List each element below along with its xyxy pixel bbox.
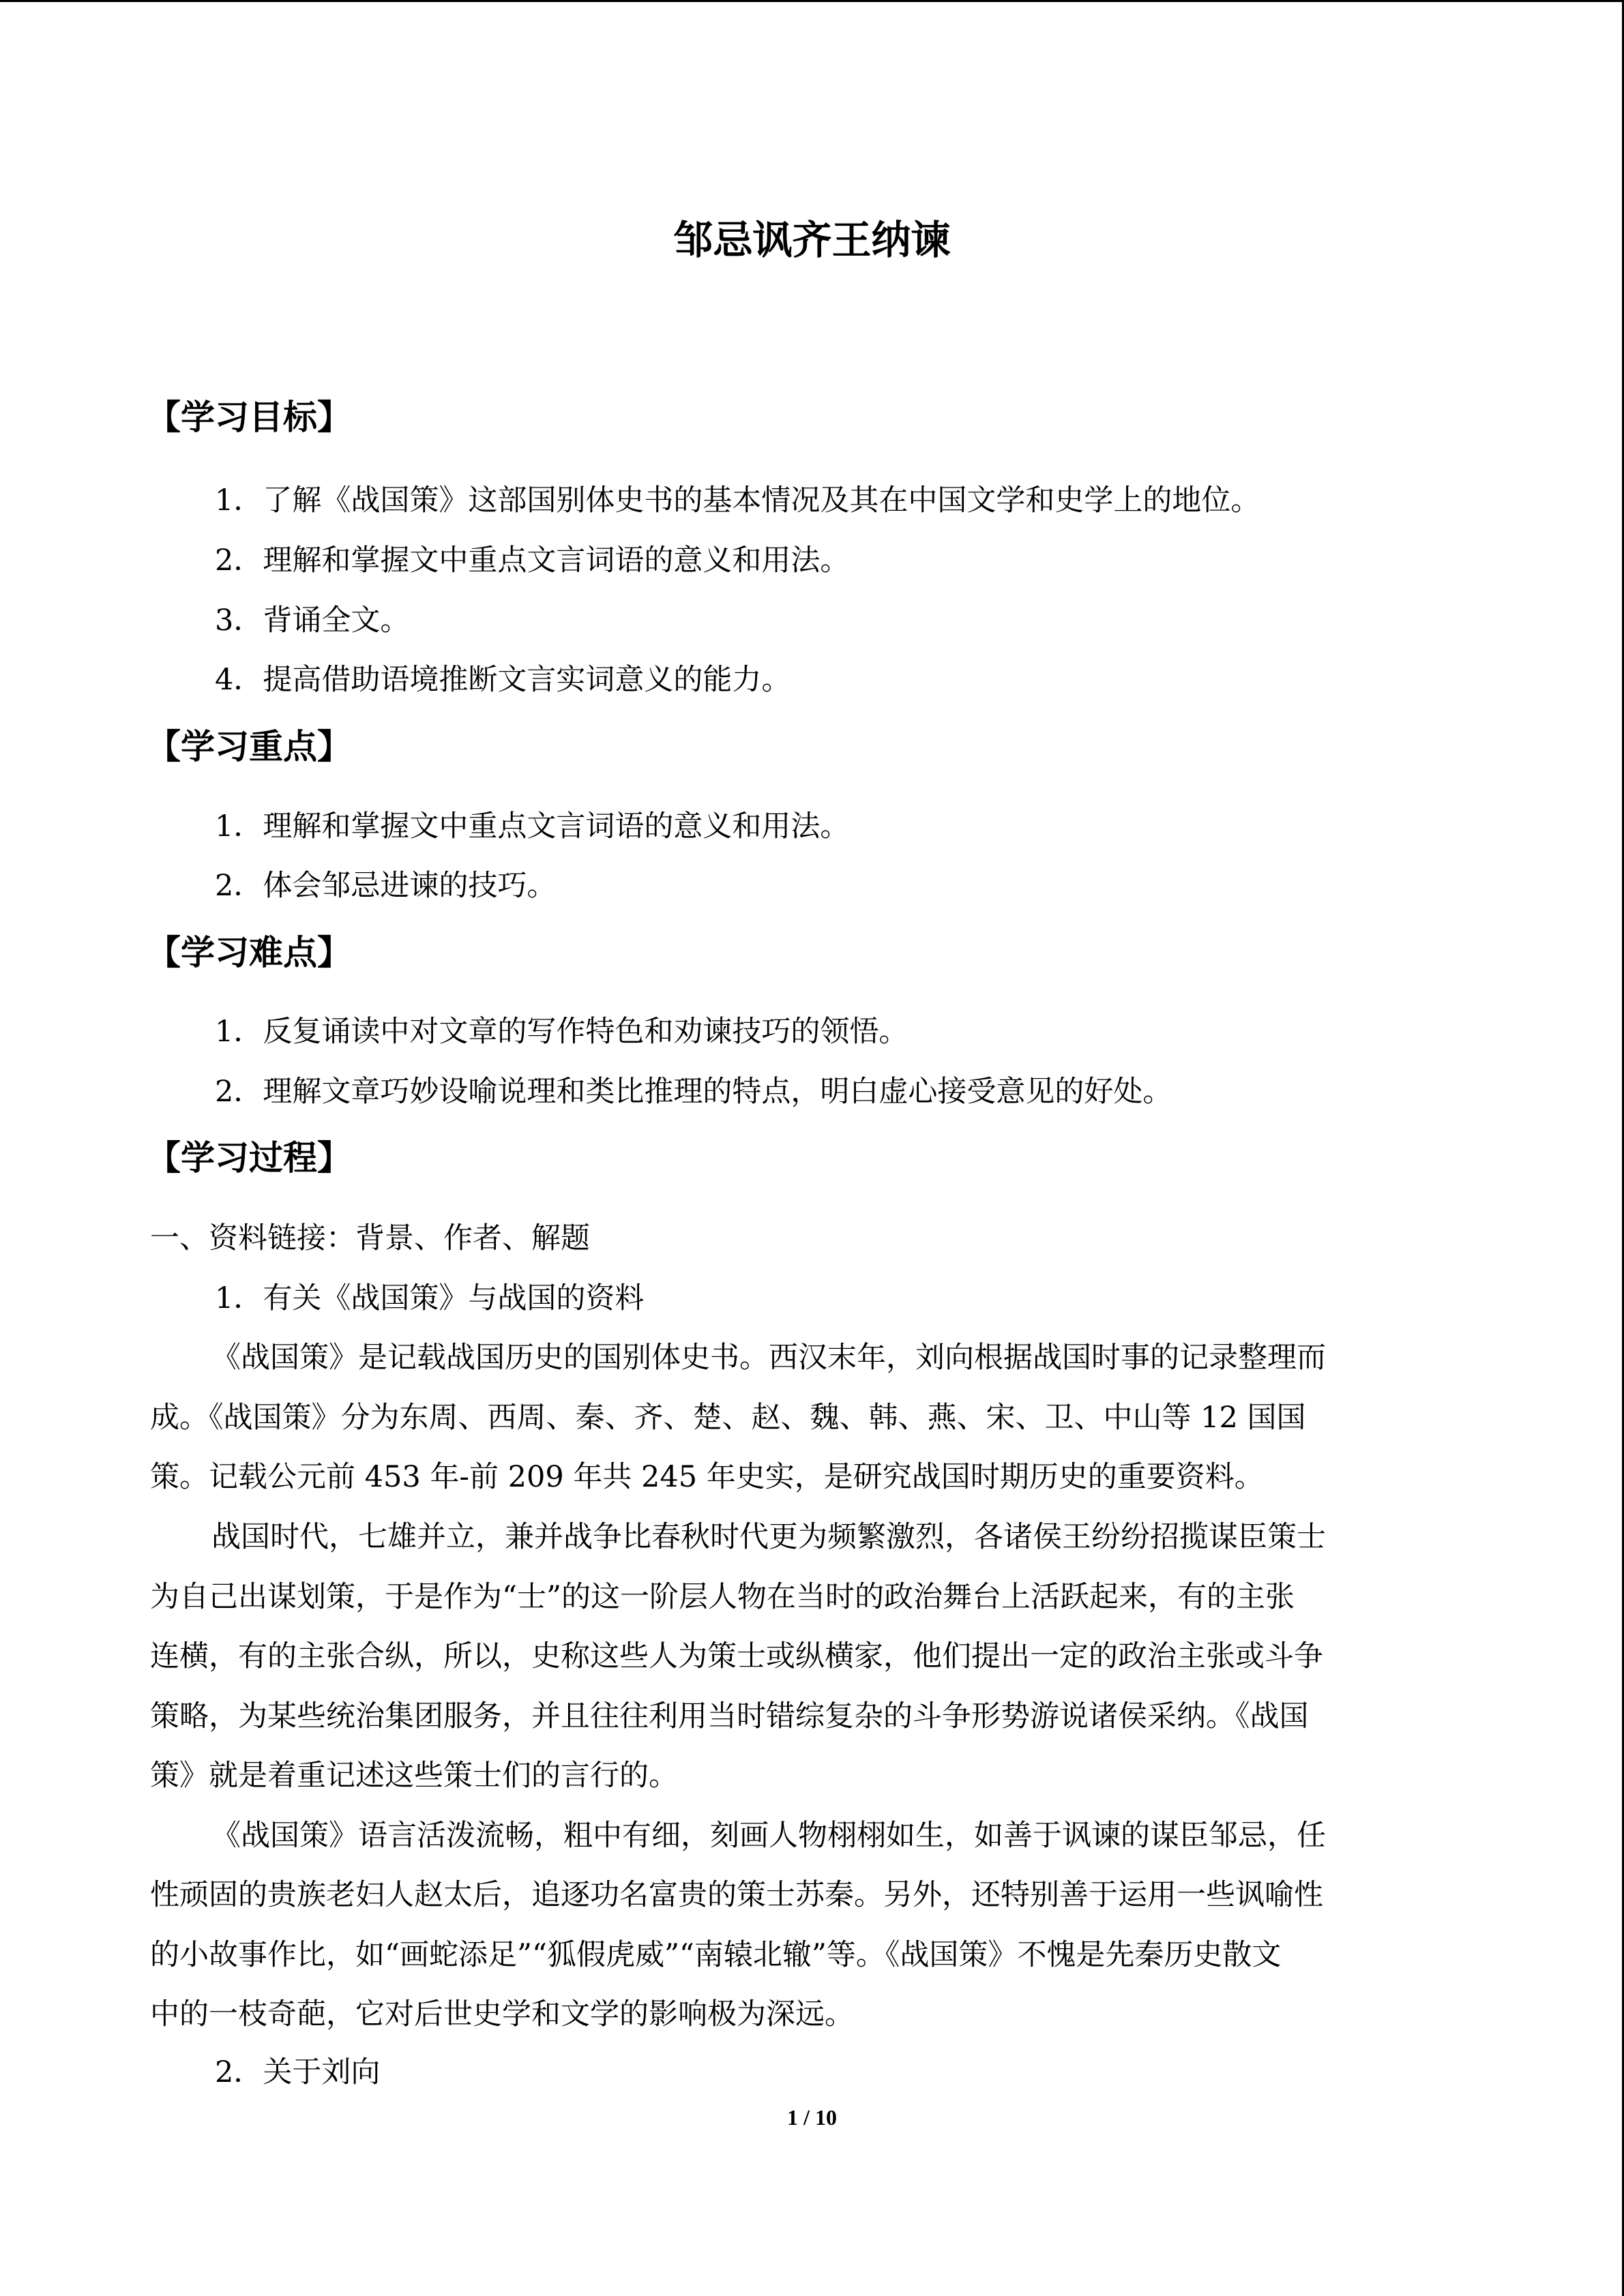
objective-item: 2．理解和掌握文中重点文言词语的意义和用法。 xyxy=(215,543,850,578)
paragraph-line: 性顽固的贵族老妇人赵太后，追逐功名富贵的策士苏秦。另外，还特别善于运用一些讽喻性 xyxy=(150,1878,1323,1912)
subsection-title: 2．关于刘向 xyxy=(215,2055,381,2089)
heading-process: 【学习过程】 xyxy=(147,1138,351,1178)
key-point-item: 2．体会邹忌进谏的技巧。 xyxy=(215,869,557,903)
difficulty-item: 1．反复诵读中对文章的写作特色和劝谏技巧的领悟。 xyxy=(215,1015,909,1049)
difficulty-item: 2．理解文章巧妙设喻说理和类比推理的特点，明白虚心接受意见的好处。 xyxy=(215,1075,1172,1109)
subsection-title: 1．有关《战国策》与战国的资料 xyxy=(215,1281,645,1315)
paragraph-line: 中的一枝奇葩，它对后世史学和文学的影响极为深远。 xyxy=(150,1997,854,2031)
heading-key-points: 【学习重点】 xyxy=(147,727,351,766)
paragraph-line: 连横，有的主张合纵，所以，史称这些人为策士或纵横家，他们提出一定的政治主张或斗争 xyxy=(150,1639,1323,1673)
paragraph-line: 成。《战国策》分为东周、西周、秦、齐、楚、赵、魏、韩、燕、宋、卫、中山等 12 国国 xyxy=(150,1401,1306,1435)
paragraph-line: 战国时代，七雄并立，兼并战争比春秋时代更为频繁激烈，各诸侯王纷纷招揽谋臣策士 xyxy=(211,1520,1326,1554)
key-point-item: 1．理解和掌握文中重点文言词语的意义和用法。 xyxy=(215,809,850,844)
objective-item: 1．了解《战国策》这部国别体史书的基本情况及其在中国文学和史学上的地位。 xyxy=(215,483,1260,518)
objective-item: 4．提高借助语境推断文言实词意义的能力。 xyxy=(215,663,791,697)
paragraph-line: 策。记载公元前 453 年-前 209 年共 245 年史实，是研究战国时期历史的重要资料。 xyxy=(150,1460,1264,1494)
part-title: 一、资料链接：背景、作者、解题 xyxy=(150,1221,590,1255)
paragraph-line: 策》就是着重记述这些策士们的言行的。 xyxy=(150,1759,678,1793)
paragraph-line: 的小故事作比，如“画蛇添足”“狐假虎威”“南辕北辙”等。《战国策》不愧是先秦历史散文 xyxy=(150,1938,1282,1972)
paragraph-line: 《战国策》语言活泼流畅，粗中有细，刻画人物栩栩如生，如善于讽谏的谋臣邹忌，任 xyxy=(211,1819,1326,1853)
paragraph-line: 《战国策》是记载战国历史的国别体史书。西汉末年，刘向根据战国时事的记录整理而 xyxy=(211,1341,1326,1375)
paragraph-line: 策略，为某些统治集团服务，并且往往利用当时错综复杂的斗争形势游说诸侯采纳。《战国 xyxy=(150,1699,1309,1733)
heading-objectives: 【学习目标】 xyxy=(147,398,351,437)
heading-difficulties: 【学习难点】 xyxy=(147,933,351,972)
objective-item: 3．背诵全文。 xyxy=(215,603,410,638)
paragraph-line: 为自己出谋划策，于是作为“士”的这一阶层人物在当时的政治舞台上活跃起来，有的主张 xyxy=(150,1580,1295,1614)
document-title: 邹忌讽齐王纳谏 xyxy=(673,217,951,263)
page-number: 1 / 10 xyxy=(787,2105,837,2130)
page-border-top xyxy=(0,0,1624,2)
